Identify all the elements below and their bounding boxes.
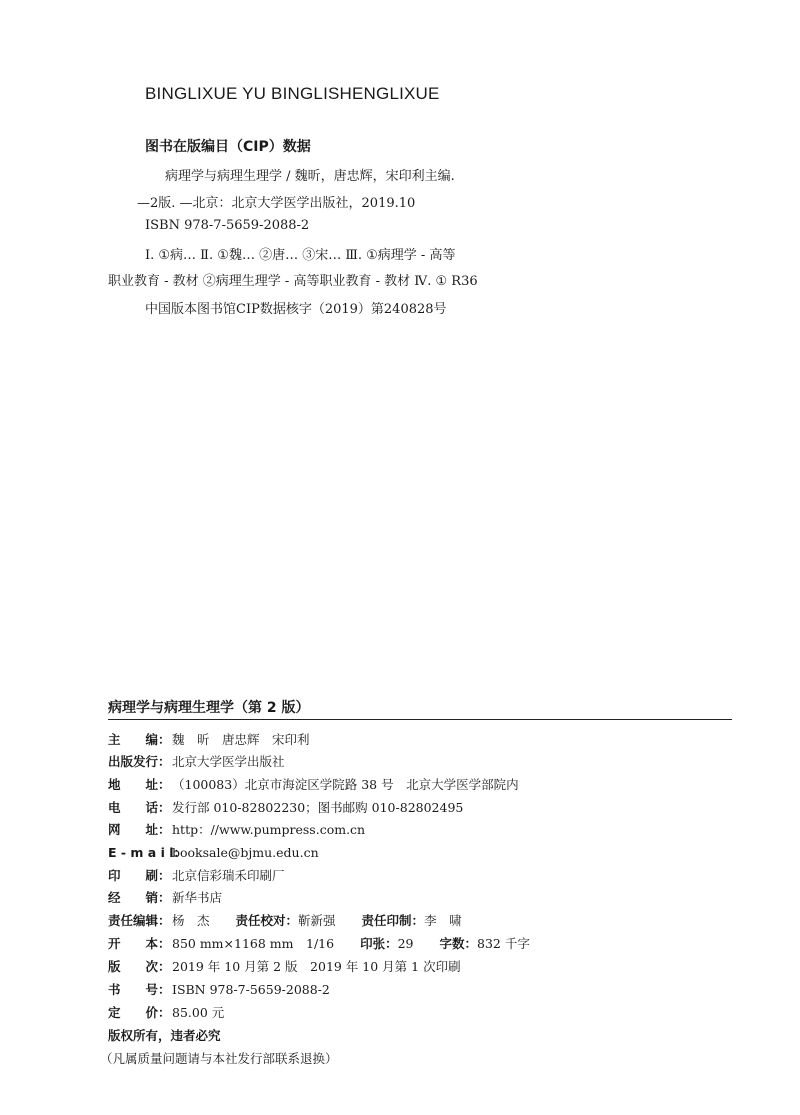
editor-label: 主 编：	[108, 732, 171, 747]
printer-value: 北京信彩瑞禾印刷厂	[172, 868, 285, 883]
editor-value: 魏 昕 唐忠辉 宋印利	[172, 732, 310, 747]
cip-isbn: ISBN 978-7-5659-2088-2	[145, 218, 310, 233]
copyright-notice: 版权所有，违者必究	[108, 1028, 221, 1043]
pinyin-title: BINGLIXUE YU BINGLISHENGLIXUE	[145, 84, 440, 103]
colophon-edition	[108, 957, 461, 975]
cip-classification-line-1: Ⅰ. ①病… Ⅱ. ①魏… ②唐… ③宋… Ⅲ. ①病理学 - 高等	[145, 248, 456, 263]
proofreader-label: 责任校对：	[235, 913, 299, 928]
distributor-label: 经 销：	[108, 890, 171, 905]
format-value: 850 mm×1168 mm 1/16	[172, 936, 335, 951]
publisher-value: 北京大学医学出版社	[172, 754, 285, 769]
isbn-label: 书 号：	[108, 982, 171, 997]
cip-line-1: 病理学与病理生理学 / 魏昕，唐忠辉，宋印利主编.	[165, 169, 455, 184]
cip-record-number: 中国版本图书馆CIP数据核字（2019）第240828号	[145, 302, 447, 317]
cip-heading: 图书在版编目（CIP）数据	[145, 139, 311, 155]
distributor-value: 新华书店	[172, 890, 223, 905]
sheets-value: 29	[397, 936, 414, 951]
title-divider	[108, 719, 732, 720]
colophon-format	[108, 934, 530, 952]
address-value: （100083）北京市海淀区学院路 38 号 北京大学医学部院内	[172, 777, 519, 792]
proofreader-value: 靳新强	[298, 913, 336, 928]
word-count-value: 832 千字	[477, 936, 530, 951]
colophon-price	[108, 1003, 224, 1021]
colophon-responsible	[108, 911, 462, 929]
email-link[interactable]: booksale@bjmu.edu.cn	[172, 845, 319, 860]
return-policy-note: （凡属质量问题请与本社发行部联系退换）	[100, 1051, 338, 1066]
colophon-printer	[108, 866, 285, 884]
isbn-value: ISBN 978-7-5659-2088-2	[172, 982, 330, 997]
colophon-publisher	[108, 752, 285, 770]
cip-line-2: —2版. —北京：北京大学医学出版社，2019.10	[137, 196, 416, 211]
print-supervisor-value: 李 啸	[424, 913, 462, 928]
colophon-phone	[108, 798, 463, 816]
email-label: E - m a i l：	[108, 845, 187, 860]
edition-label: 版 次：	[108, 959, 171, 974]
colophon-address	[108, 775, 519, 793]
website-label: 网 址：	[108, 822, 171, 837]
cip-classification-line-2: 职业教育 - 教材 ②病理生理学 - 高等职业教育 - 教材 Ⅳ. ① R36	[108, 274, 478, 289]
colophon-editor	[108, 730, 310, 748]
responsible-editor-label: 责任编辑：	[108, 913, 171, 928]
colophon-email	[108, 843, 319, 861]
book-title: 病理学与病理生理学（第 2 版）	[108, 700, 310, 716]
price-label: 定 价：	[108, 1005, 171, 1020]
address-label: 地 址：	[108, 777, 171, 792]
format-label: 开 本：	[108, 936, 171, 951]
colophon-website	[108, 820, 365, 838]
responsible-editor-value: 杨 杰	[172, 913, 210, 928]
colophon-distributor	[108, 888, 222, 906]
printer-label: 印 刷：	[108, 868, 171, 883]
edition-value: 2019 年 10 月第 2 版 2019 年 10 月第 1 次印刷	[172, 959, 461, 974]
sheets-label: 印张：	[360, 936, 398, 951]
phone-label: 电 话：	[108, 800, 171, 815]
print-supervisor-label: 责任印制：	[361, 913, 425, 928]
colophon-isbn	[108, 980, 330, 998]
word-count-label: 字数：	[439, 936, 478, 951]
publisher-label: 出版发行：	[108, 754, 171, 769]
price-value: 85.00 元	[172, 1005, 225, 1020]
website-link[interactable]: http：//www.pumpress.com.cn	[172, 822, 366, 837]
phone-value: 发行部 010-82802230；图书邮购 010-82802495	[172, 800, 464, 815]
